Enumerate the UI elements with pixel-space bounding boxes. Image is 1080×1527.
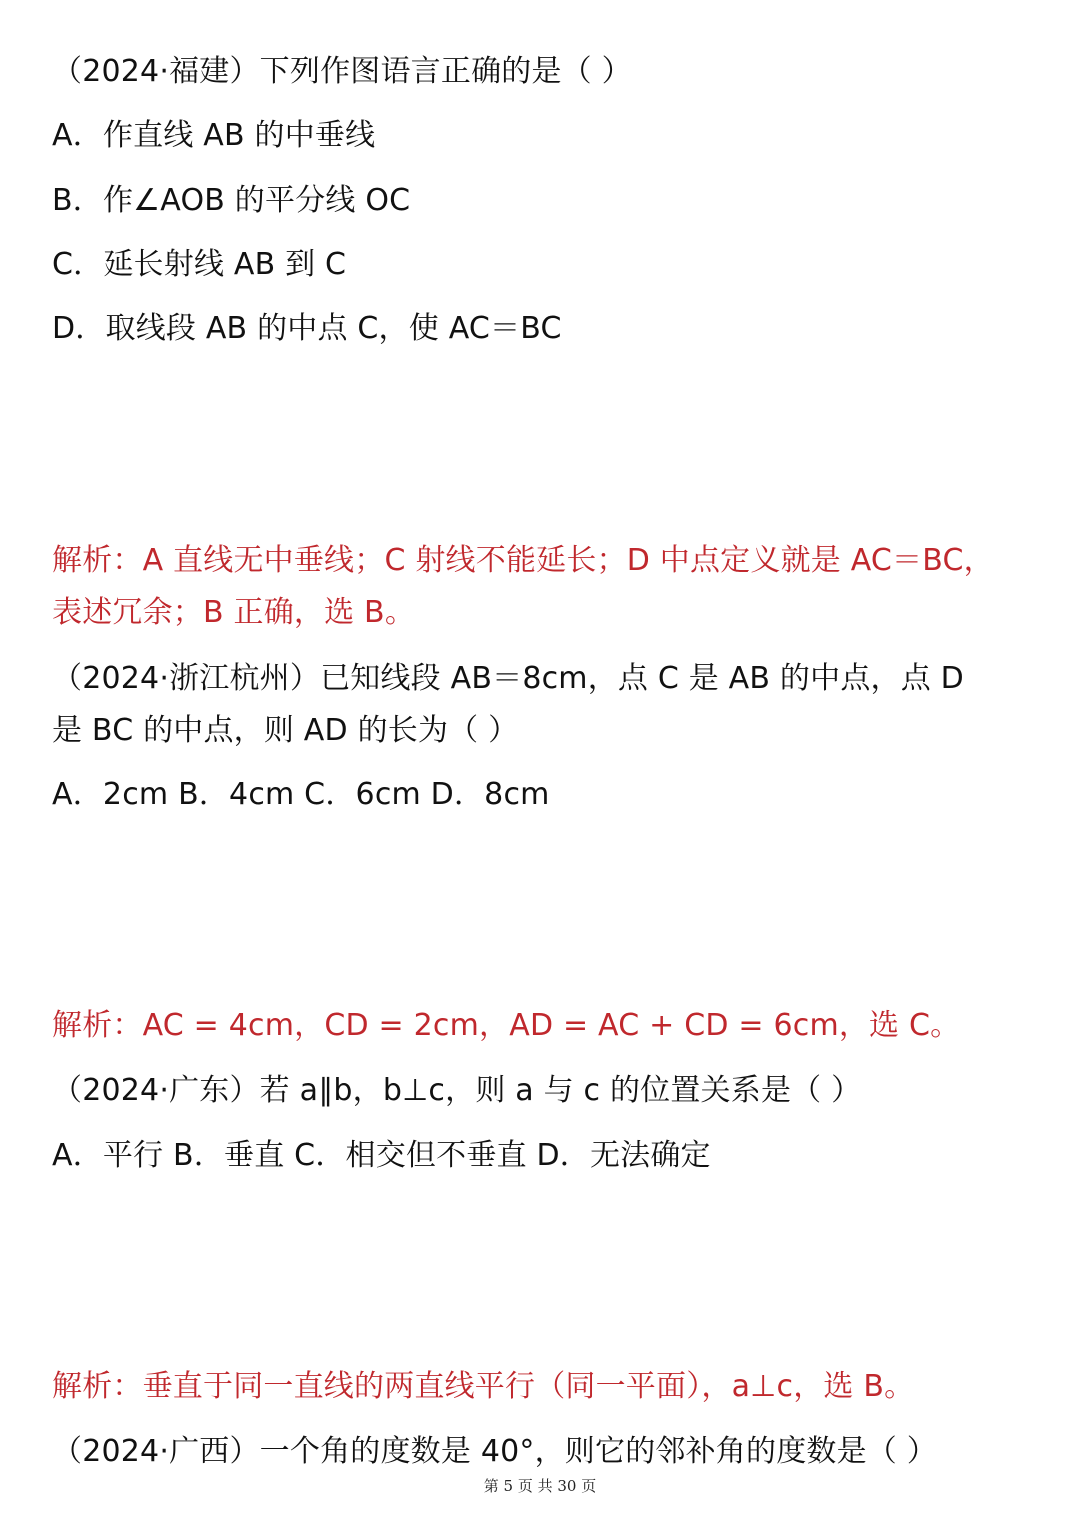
question-2-stem-line-1: （2024·浙江杭州）已知线段 AB＝8cm，点 C 是 AB 的中点，点 D <box>52 661 964 696</box>
question-1-stem: （2024·福建）下列作图语言正确的是（ ） <box>52 54 632 89</box>
question-2-options: A．2cm B．4cm C．6cm D．8cm <box>52 777 550 812</box>
question-1-option-a: A．作直线 AB 的中垂线 <box>52 118 376 153</box>
question-3-stem: （2024·广东）若 a∥b，b⊥c，则 a 与 c 的位置关系是（ ） <box>52 1073 862 1108</box>
question-1-option-d: D．取线段 AB 的中点 C，使 AC＝BC <box>52 311 562 346</box>
question-1-analysis-line-1: 解析：A 直线无中垂线；C 射线不能延长；D 中点定义就是 AC＝BC， <box>52 543 994 578</box>
page-footer: 第 5 页 共 30 页 <box>483 1477 597 1495</box>
question-1-option-b: B．作∠AOB 的平分线 OC <box>52 183 411 218</box>
question-3-options: A．平行 B．垂直 C．相交但不垂直 D．无法确定 <box>52 1138 711 1173</box>
question-4-stem: （2024·广西）一个角的度数是 40°，则它的邻补角的度数是（ ） <box>52 1434 937 1469</box>
question-1-option-c: C．延长射线 AB 到 C <box>52 247 347 282</box>
question-1-analysis-line-2: 表述冗余；B 正确，选 B。 <box>52 595 416 630</box>
question-2-analysis: 解析：AC = 4cm，CD = 2cm，AD = AC + CD = 6cm，选 C。 <box>52 1008 961 1043</box>
question-2-stem-line-2: 是 BC 的中点，则 AD 的长为（ ） <box>52 713 519 748</box>
question-3-analysis: 解析：垂直于同一直线的两直线平行（同一平面），a⊥c，选 B。 <box>52 1369 915 1404</box>
